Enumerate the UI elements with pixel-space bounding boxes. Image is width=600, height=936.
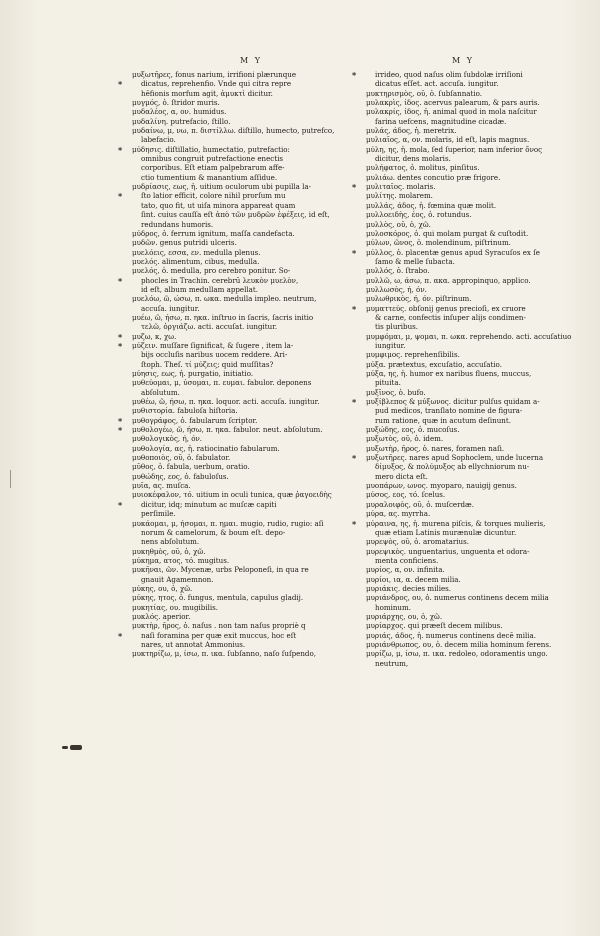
dictionary-line — [352, 397, 598, 408]
dictionary-line — [366, 612, 598, 621]
asterisk-marker: * — [118, 191, 123, 202]
dictionary-line — [366, 135, 598, 144]
entry-text: μυλλός, ὁ. ſtrabo. — [366, 266, 430, 276]
dictionary-line — [366, 406, 598, 415]
entry-text: μύλλος, ὁ. placentæ genus apud Syracuſos ex ſe — [366, 247, 541, 257]
dictionary-line — [132, 257, 364, 266]
entry-text: omnibus congruit putrefactione enectis — [141, 154, 284, 164]
entry-text: μυδῶν. genus putridi ulceris. — [132, 238, 237, 248]
entry-text: nens abſolutum. — [141, 537, 200, 547]
entry-text: abſolutum. — [141, 387, 180, 397]
entry-text: μυρίζω, μ, ίσω, π. ικα. redoleo, odoramentis ungo. — [366, 649, 548, 659]
dictionary-line — [118, 630, 364, 641]
dictionary-line — [132, 117, 364, 126]
running-head-right: M Y — [452, 56, 475, 65]
dictionary-line — [366, 444, 598, 453]
entry-text: ſamo & melle ſubacta. — [375, 256, 455, 266]
dictionary-line — [132, 603, 364, 612]
entry-text: μύησις, εως, ἡ. purgatio, initiatio. — [132, 369, 254, 378]
entry-text: μυρίαρχος. qui præeſt decem milibus. — [366, 621, 503, 631]
dictionary-line — [366, 416, 598, 425]
dictionary-line — [366, 528, 598, 537]
dictionary-line — [366, 631, 598, 640]
entry-text: μυδαλίνη. putrefacio, ſtillo. — [132, 116, 231, 126]
dictionary-line — [366, 490, 598, 499]
entry-text: μυξωτὴρ, ῆρος, ὁ. nares, foramen naſi. — [366, 443, 505, 453]
entry-text: μυλοσκόρος, ὁ. qui molam purgat & cuſtodit. — [366, 228, 529, 238]
dictionary-line — [352, 303, 598, 314]
entry-text: farina uefcens, magnitudine cicadæ. — [375, 116, 507, 126]
entry-text: μυμφόμαι, μ, ψομαι, π. ωκα. reprehendo. acti. accuſatiuo — [366, 331, 572, 341]
entry-text: μύρα, ας. myrrha. — [366, 509, 431, 519]
dictionary-line — [352, 518, 598, 529]
dictionary-line — [352, 70, 598, 80]
dictionary-line — [132, 201, 364, 210]
dictionary-line — [366, 201, 598, 210]
entry-text: μυθιστορία. fabuloſa hiſtoria. — [132, 406, 238, 416]
dictionary-line — [366, 313, 598, 322]
dictionary-line — [366, 388, 598, 397]
dictionary-line — [132, 481, 364, 490]
entry-text: μυιοκέφαλον, τό. uitium in oculi tunica, quæ ῥαγοειδὴς — [132, 490, 332, 500]
entry-text: μυριάρχης, ου, ὁ, χῶ. — [366, 611, 443, 621]
dictionary-line — [118, 191, 364, 202]
dictionary-line — [366, 107, 598, 116]
dictionary-line — [132, 107, 364, 116]
asterisk-marker: * — [118, 340, 123, 351]
dictionary-line — [366, 360, 598, 369]
dictionary-line — [132, 537, 364, 546]
asterisk-marker: * — [118, 415, 123, 426]
entry-text: μύλων, ῶνος, ὁ. molendinum, piſtrinum. — [366, 238, 511, 248]
dictionary-line — [132, 640, 364, 649]
dictionary-line — [132, 509, 364, 518]
dictionary-line — [132, 453, 364, 462]
entry-text: rum ratione, quæ in acutum deſinunt. — [375, 415, 511, 425]
dictionary-line — [366, 649, 598, 658]
dictionary-line — [132, 266, 364, 275]
entry-text: hēfionis morfum agit, ἀμυκτὶ dicitur. — [141, 88, 273, 98]
asterisk-marker: * — [352, 518, 357, 529]
entry-text: μυκτηρισμὸς, οῦ, ὁ. ſubſannatio. — [366, 88, 483, 98]
dictionary-line — [132, 519, 364, 528]
entry-text: μυξώδης, εος, ὁ. mucoſus. — [366, 425, 460, 435]
entry-text: menta conficiens. — [375, 555, 439, 565]
dictionary-line — [366, 565, 598, 574]
dictionary-line — [132, 182, 364, 191]
entry-text: μυλακρίς, ίδος, ἡ. animal quod in mola naſcitur — [366, 107, 537, 117]
dictionary-line — [366, 621, 598, 630]
dictionary-line — [132, 593, 364, 602]
dictionary-line — [132, 472, 364, 481]
dictionary-line — [366, 173, 598, 182]
entry-text: ſto latior efficit, colore nihil prorſum mu — [141, 191, 286, 201]
entry-text: naſi foramina per quæ exit muccus, hoc eſt — [141, 630, 297, 640]
entry-text: μυρίος, α, ον. infinita. — [366, 565, 445, 575]
asterisk-marker: * — [352, 247, 357, 258]
entry-text: μυλιάω. dentes concutio præ frigore. — [366, 172, 501, 182]
dictionary-line — [118, 340, 364, 351]
dictionary-line — [366, 322, 598, 331]
entry-text: μυκτηρίζω, μ, ίσω, π. ικα. ſubſanno, naſo ſuſpendo, — [132, 649, 316, 659]
dictionary-line — [132, 621, 364, 630]
dictionary-line — [366, 79, 598, 88]
margin-ornament — [62, 744, 84, 751]
dictionary-line — [366, 350, 598, 359]
entry-text: μύκης, ου, ὁ, χῶ. — [132, 583, 193, 593]
entry-text: μυραλοιφὸς, οῦ, ὁ. muſcerdæ. — [366, 499, 474, 509]
dictionary-line — [132, 490, 364, 499]
entry-text: neutrum, — [375, 658, 409, 668]
dictionary-line — [132, 575, 364, 584]
dictionary-line — [132, 70, 364, 79]
entry-text: μυθώδης, εος, ὁ. fabuloſus. — [132, 471, 229, 481]
entry-text: μυοπάρων, ωνος. myoparo, nauigij genus. — [366, 481, 517, 491]
asterisk-marker: * — [118, 144, 123, 155]
entry-text: μύραινα, ης, ἡ. murena piſcis, & torques mulieris, — [366, 518, 546, 528]
dictionary-line — [132, 313, 364, 322]
entry-text: μυθολογικὸς, ή, όν. — [132, 434, 203, 444]
entry-text: μυθοποιὸς, οῦ, ὁ. fabulator. — [132, 453, 231, 463]
entry-text: mero dicta eſt. — [375, 471, 428, 481]
entry-text: μυρεψικὸς. unguentarius, unguenta et odora- — [366, 546, 530, 556]
entry-text: μυλήφατος, ὁ. molitus, pinſitus. — [366, 163, 480, 173]
dictionary-line — [352, 182, 598, 193]
entry-text: accuſa. iungitur. — [141, 303, 200, 313]
entry-text: μύξα, ης, ἡ. humor ex naribus fluens, muccus, — [366, 369, 532, 378]
dictionary-line — [366, 220, 598, 229]
dictionary-line — [132, 462, 364, 471]
entry-text: μυλίτης. molarem. — [366, 191, 433, 201]
entry-text: norum & camelorum, & boum eſt. depo- — [141, 527, 286, 537]
dictionary-line — [132, 397, 364, 406]
dictionary-line — [366, 285, 598, 294]
dictionary-line — [366, 378, 598, 387]
dictionary-line — [132, 434, 364, 443]
dictionary-line — [132, 220, 364, 229]
dictionary-line — [366, 659, 598, 668]
asterisk-marker: * — [352, 453, 357, 464]
dictionary-line — [366, 276, 598, 285]
entry-text: μυριάς, άδος, ἡ. numerus continens decē milia. — [366, 630, 536, 640]
dictionary-line — [352, 247, 598, 258]
entry-text: μυκητίας, ου. mugibilis. — [132, 602, 219, 612]
asterisk-marker: * — [118, 79, 123, 90]
dictionary-line — [132, 378, 364, 387]
dictionary-line — [366, 369, 598, 378]
dictionary-line — [366, 472, 598, 481]
dictionary-line — [132, 369, 364, 378]
dictionary-line — [366, 481, 598, 490]
entry-text: nares, ut annotat Ammonius. — [141, 639, 246, 649]
entry-text: μυθολογία, ας, ἡ. ratiocinatio fabularum. — [132, 443, 280, 453]
entry-text: μύδρος, ὁ. ferrum ignitum, maſſa candefacta. — [132, 228, 295, 238]
dictionary-line — [132, 322, 364, 331]
entry-text: μυλλὸς, οῦ, ὁ, χῶ. — [366, 219, 431, 229]
dictionary-line — [118, 425, 364, 436]
entry-text: tato, quo fit, ut uiſa minora appareat quam — [141, 200, 296, 210]
entry-text: labefacio. — [141, 135, 176, 145]
entry-text: μυκῆναι, ῶν. Mycenæ, urbs Peloponeſi, in qua re — [132, 565, 309, 575]
entry-text: dicitur, idq; minutum ac muſcæ capiti — [141, 499, 277, 509]
dictionary-line — [366, 584, 598, 593]
dictionary-line — [132, 304, 364, 313]
asterisk-marker: * — [118, 499, 123, 510]
dictionary-line — [132, 584, 364, 593]
dictionary-line — [366, 117, 598, 126]
entry-text: ſint. cuius cauſſa eſt ἀπὸ τῶν μυδρῶν ἐφέξεις, id eſt, — [141, 210, 330, 220]
entry-text: μυματτεύς. obſonij genus precioſi, ex cruore — [366, 303, 526, 313]
dictionary-line — [366, 163, 598, 172]
entry-text: μυκτὴρ, ῆρος, ὁ. naſus . non tam naſus propriè q — [132, 621, 306, 631]
dictionary-line — [118, 79, 364, 90]
dictionary-line — [366, 154, 598, 163]
entry-text: μῦθος, ὁ. fabula, uerbum, oratio. — [132, 462, 250, 472]
entry-text: ctio tumentium & manantium aſſidue. — [141, 172, 278, 182]
entry-text: μυλλῶ, ω, άσω, π. ακα. appropinquo, applico. — [366, 275, 531, 285]
entry-text: μυκάομαι, μ, ήσομαι, π. ημαι. mugio, rudio, rugio: aſi — [132, 518, 324, 528]
dictionary-line — [366, 556, 598, 565]
entry-text: bijs occluſis naribus uocem reddere. Ari- — [141, 350, 288, 360]
dictionary-line — [366, 238, 598, 247]
entry-text: μυῖα, ας. muſca. — [132, 481, 191, 491]
entry-text: id eſt, album medullam appellat. — [141, 284, 259, 294]
entry-text: μυξῖνος, ὁ. bufo. — [366, 387, 426, 397]
entry-text: μυμφιμος. reprehenſibilis. — [366, 350, 460, 360]
entry-text: τελῶ, ὀργιάζω. acti. accuſat. iungitur. — [141, 322, 278, 332]
entry-text: μυξωτὸς, οῦ, ὁ. idem. — [366, 434, 444, 444]
asterisk-marker: * — [352, 70, 357, 80]
dictionary-line — [132, 406, 364, 415]
entry-text: redundans humoris. — [141, 219, 214, 229]
dictionary-line — [366, 640, 598, 649]
entry-text: dicitur, dens molaris. — [375, 154, 451, 164]
asterisk-marker: * — [352, 303, 357, 314]
dictionary-line — [366, 332, 598, 341]
entry-text: μύκημα, ατος, τό. mugitus. — [132, 555, 230, 565]
entry-text: ſtoph. Theſ. τί μύζεις; quid muſſitas? — [141, 359, 274, 369]
entry-text: μυδαίνω, μ, νω, π. διστίλλω. diſtillo, humecto, putrefco, — [132, 126, 335, 136]
dictionary-line — [366, 537, 598, 546]
asterisk-marker: * — [352, 397, 357, 408]
dictionary-line — [366, 462, 598, 471]
entry-text: μυλλοειδὴς, έος, ὁ. rotundus. — [366, 210, 472, 220]
dictionary-line — [366, 89, 598, 98]
entry-text: μυλλωσὸς, ή, όν. — [366, 284, 427, 294]
entry-text: gnauit Agamemnon. — [141, 574, 214, 584]
entry-text: phocles in Trachin. cerebrū λευκὸν μυελὸν, — [141, 275, 299, 285]
dictionary-line — [366, 425, 598, 434]
entry-text: μύκης, ητος, ὁ. fungus, mentula, capulus gladij. — [132, 593, 304, 603]
dictionary-line — [132, 126, 364, 135]
entry-text: μυδαλέος, α, ον. humidus. — [132, 107, 227, 117]
dictionary-line — [132, 154, 364, 163]
running-head-left: M Y — [240, 56, 263, 65]
dictionary-line — [118, 275, 364, 286]
entry-text: μύσος, εος, τό. ſcelus. — [366, 490, 446, 500]
dictionary-line — [132, 649, 364, 658]
entry-text: μύξα. prætextus, excuſatio, accuſatio. — [366, 359, 502, 369]
entry-text: μυριάκις. decies milies. — [366, 583, 452, 593]
entry-text: μυελόεις, εσσα, εν. medulla plenus. — [132, 247, 261, 257]
dictionary-line — [366, 603, 598, 612]
dictionary-line — [132, 294, 364, 303]
entry-text: μυθογράφος, ὁ. fabularum ſcriptor. — [132, 415, 258, 425]
dictionary-line — [132, 612, 364, 621]
dictionary-line — [366, 126, 598, 135]
asterisk-marker: * — [118, 425, 123, 436]
asterisk-marker: * — [118, 630, 123, 641]
entry-text: μυρεψὸς, οῦ, ὁ. aromatarius. — [366, 537, 470, 547]
dictionary-line — [132, 350, 364, 359]
entry-text: μυξωτῆρες, fonus narium, irrifioni plærunque — [132, 70, 297, 79]
entry-text: μυρίοι, ια, α. decem milia. — [366, 574, 461, 584]
dictionary-line — [132, 248, 364, 257]
dictionary-line — [132, 98, 364, 107]
dictionary-line — [118, 331, 364, 342]
entry-text: μυελόω, ῶ, ώσω, π. ωκα. medulla impleo. neutrum, — [132, 294, 317, 304]
dictionary-line — [118, 499, 364, 510]
entry-text: & carne, confectis inſuper alijs condimen- — [375, 312, 526, 322]
entry-text: μυθολογέω, ῶ, ήσω, π. ηκα. fabulor. neut. abſolutum. — [132, 425, 323, 435]
dictionary-line — [366, 191, 598, 200]
entry-text: hominum. — [375, 602, 411, 612]
dictionary-line — [118, 144, 364, 155]
entry-text: dicatus eſſet. act. accuſa. iungitur. — [375, 79, 499, 89]
entry-text: μυγμός, ὁ. ſtridor muris. — [132, 98, 220, 108]
dictionary-line — [366, 98, 598, 107]
entry-text: δίμυξος, & πολύμυξος ab ellychniorum nu- — [375, 462, 530, 472]
dictionary-line — [132, 285, 364, 294]
dictionary-line — [132, 135, 364, 144]
entry-text: μύδησις. diſtillatio, humectatio, putrefactio: — [132, 144, 290, 154]
entry-text: μυκλός. aperior. — [132, 611, 191, 621]
entry-text: μυριάνθρωπος, ου, ὁ. decem milia hominum ferens. — [366, 639, 552, 649]
entry-text: μύζειν. muſſare ſignificat, & ſugere , item la- — [132, 340, 294, 350]
entry-text: μυδρίασις, εως, ἡ. uitium oculorum ubi pupilla la- — [132, 182, 312, 192]
dictionary-line — [366, 257, 598, 266]
dictionary-line — [132, 565, 364, 574]
entry-text: iungitur. — [375, 340, 406, 350]
entry-text: μυέω, ῶ, ήσω, π. ηκα. inſtruo in ſacris, ſacris initio — [132, 312, 314, 322]
entry-text: μυξίβλεπος & μύξωνος. dicitur pulſus quidam a- — [366, 397, 540, 407]
entry-text: μυξωτῆρες. nares apud Sophoclem, unde lucerna — [366, 453, 544, 463]
dictionary-line — [366, 500, 598, 509]
dictionary-line — [352, 453, 598, 464]
dictionary-line — [366, 434, 598, 443]
dictionary-line — [366, 145, 598, 154]
entry-text: μυριάνδρος, ου, ὁ. numerus continens decem milia — [366, 593, 549, 603]
dictionary-line — [132, 173, 364, 182]
entry-text: μυλωθρικὸς, ή, όν. piſtrinum. — [366, 294, 472, 304]
entry-text: μυθεύομαι, μ, ύσομαι, π. ευμαι. fabulor. deponens — [132, 378, 312, 388]
entry-text: irrideo, quod naſus olim ſubdolæ irriſioni — [375, 70, 523, 79]
entry-text: tis pluribus. — [375, 322, 419, 332]
entry-text: μυλάς, άδος, ἡ. meretrix. — [366, 126, 457, 136]
dictionary-line — [132, 547, 364, 556]
dictionary-line — [132, 229, 364, 238]
entry-text: μυλιταῖος. molaris. — [366, 182, 436, 192]
dictionary-line — [366, 229, 598, 238]
entry-text: dicatus, reprehenfio. Vnde qui citra repre — [141, 79, 292, 89]
dictionary-line — [366, 294, 598, 303]
entry-text: perſimile. — [141, 509, 176, 519]
dictionary-line — [132, 360, 364, 369]
dictionary-line — [366, 575, 598, 584]
asterisk-marker: * — [118, 275, 123, 286]
gutter-mark — [10, 470, 11, 488]
dictionary-line — [132, 163, 364, 172]
entry-text: μυκηθμὸς, οῦ, ὁ, χῶ. — [132, 546, 206, 556]
dictionary-line — [132, 528, 364, 537]
entry-text: μυλιαῖος, α, ον. molaris, id eſt, lapis magnus. — [366, 135, 530, 145]
dictionary-line — [366, 509, 598, 518]
entry-text: quæ etiam Latinis murænulæ dicuntur. — [375, 527, 517, 537]
dictionary-line — [366, 593, 598, 602]
dictionary-line — [132, 556, 364, 565]
dictionary-line — [366, 547, 598, 556]
dictionary-line — [118, 415, 364, 426]
entry-text: pud medicos, tranſlato nomine de figura- — [375, 406, 523, 416]
dictionary-line — [132, 89, 364, 98]
left-column — [118, 70, 364, 659]
entry-text: μυελός, ὁ. medulla, pro cerebro ponitur. So- — [132, 266, 291, 276]
entry-text: corporibus. Eſt etiam palpebrarum affe- — [141, 163, 285, 173]
entry-text: μυλακρὶς, ίδος. acervus palearum, & pars auris. — [366, 98, 540, 108]
entry-text: μυζω, κ, χω. — [132, 331, 177, 341]
entry-text: pituita. — [375, 378, 401, 388]
asterisk-marker: * — [118, 331, 123, 342]
entry-text: μυελός. alimentum, cibus, medulla. — [132, 256, 260, 266]
dictionary-line — [132, 444, 364, 453]
dictionary-line — [132, 388, 364, 397]
entry-text: μυλλάς, άδος, ἡ. fœmina quæ molit. — [366, 200, 497, 210]
entry-text: μυθέω, ῶ, ήσω, π. ηκα. loquor. acti. accuſa. iungitur. — [132, 397, 320, 407]
dictionary-line — [366, 210, 598, 219]
asterisk-marker: * — [352, 182, 357, 193]
dictionary-line — [366, 341, 598, 350]
dictionary-line — [366, 266, 598, 275]
dictionary-line — [132, 210, 364, 219]
right-column — [352, 70, 598, 668]
entry-text: μύλη, ης, ἡ. mola, ſed ſuperior, nam inferior ὄνος — [366, 144, 543, 154]
dictionary-line — [132, 238, 364, 247]
